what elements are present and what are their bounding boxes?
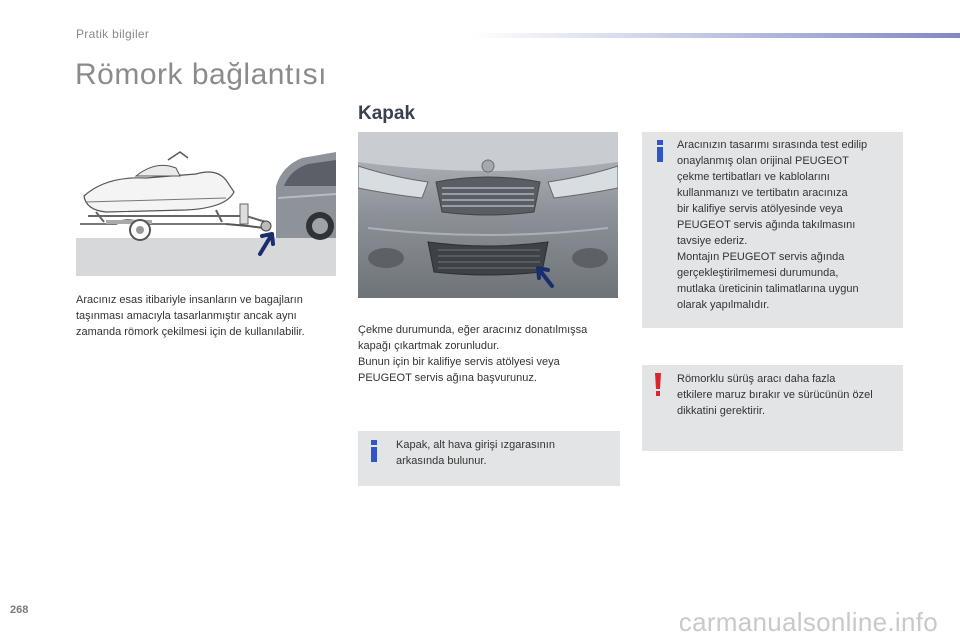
page-number: 268 [10,604,29,616]
info-note-text: Aracınızın tasarımı sırasında test edilip onaylanmış olan orijinal PEUGEOT çekme tertibatları ve kablolarını kullanmanızı ve tertibatın aracınıza bir kalifiye servis atölyesinde veya PEUGEOT servis ağında takılmasını tavsiye ederiz. Montajın PEUGEOT servis ağında gerçekleştirilmemesi durumunda, mutlaka üreticinin talimatlarına uygun olarak yapılmalıdır. [677,139,868,311]
info-note-text: Kapak, alt hava girişi ızgarasının arkasında bulunur. [396,439,555,467]
front-grille-photo [358,132,618,298]
section-label: Pratik bilgiler [76,27,150,41]
warning-icon [654,373,662,397]
watermark: carmanualsonline.info [678,607,938,637]
header-bar [472,33,960,38]
intro-paragraph: Aracınız esas itibariyle insanların ve bagajların taşınması amacıyla tasarlanmıştır ancak aynı zamanda römork çekilmesi için de kullanılabilir. [76,294,305,338]
page-title: Römork bağlantısı [75,58,327,91]
info-note-cover-location [358,431,620,486]
trailer-illustration [76,146,336,276]
info-icon [656,140,664,162]
warning-note-text: Römorklu sürüş aracı daha fazla etkilere maruz bırakır ve sürücünün özel dikkatini gerektirir. [677,373,873,417]
info-icon [370,440,378,462]
info-note-original-equipment [642,132,903,328]
section-subtitle: Kapak [358,103,416,124]
warning-note-driving [642,365,903,451]
cover-paragraph: Çekme durumunda, eğer aracınız donatılmışsa kapağı çıkartmak zorunludur. Bunun için bir kalifiye servis atölyesi veya PEUGEOT servis ağına başvurunuz. [358,324,588,384]
